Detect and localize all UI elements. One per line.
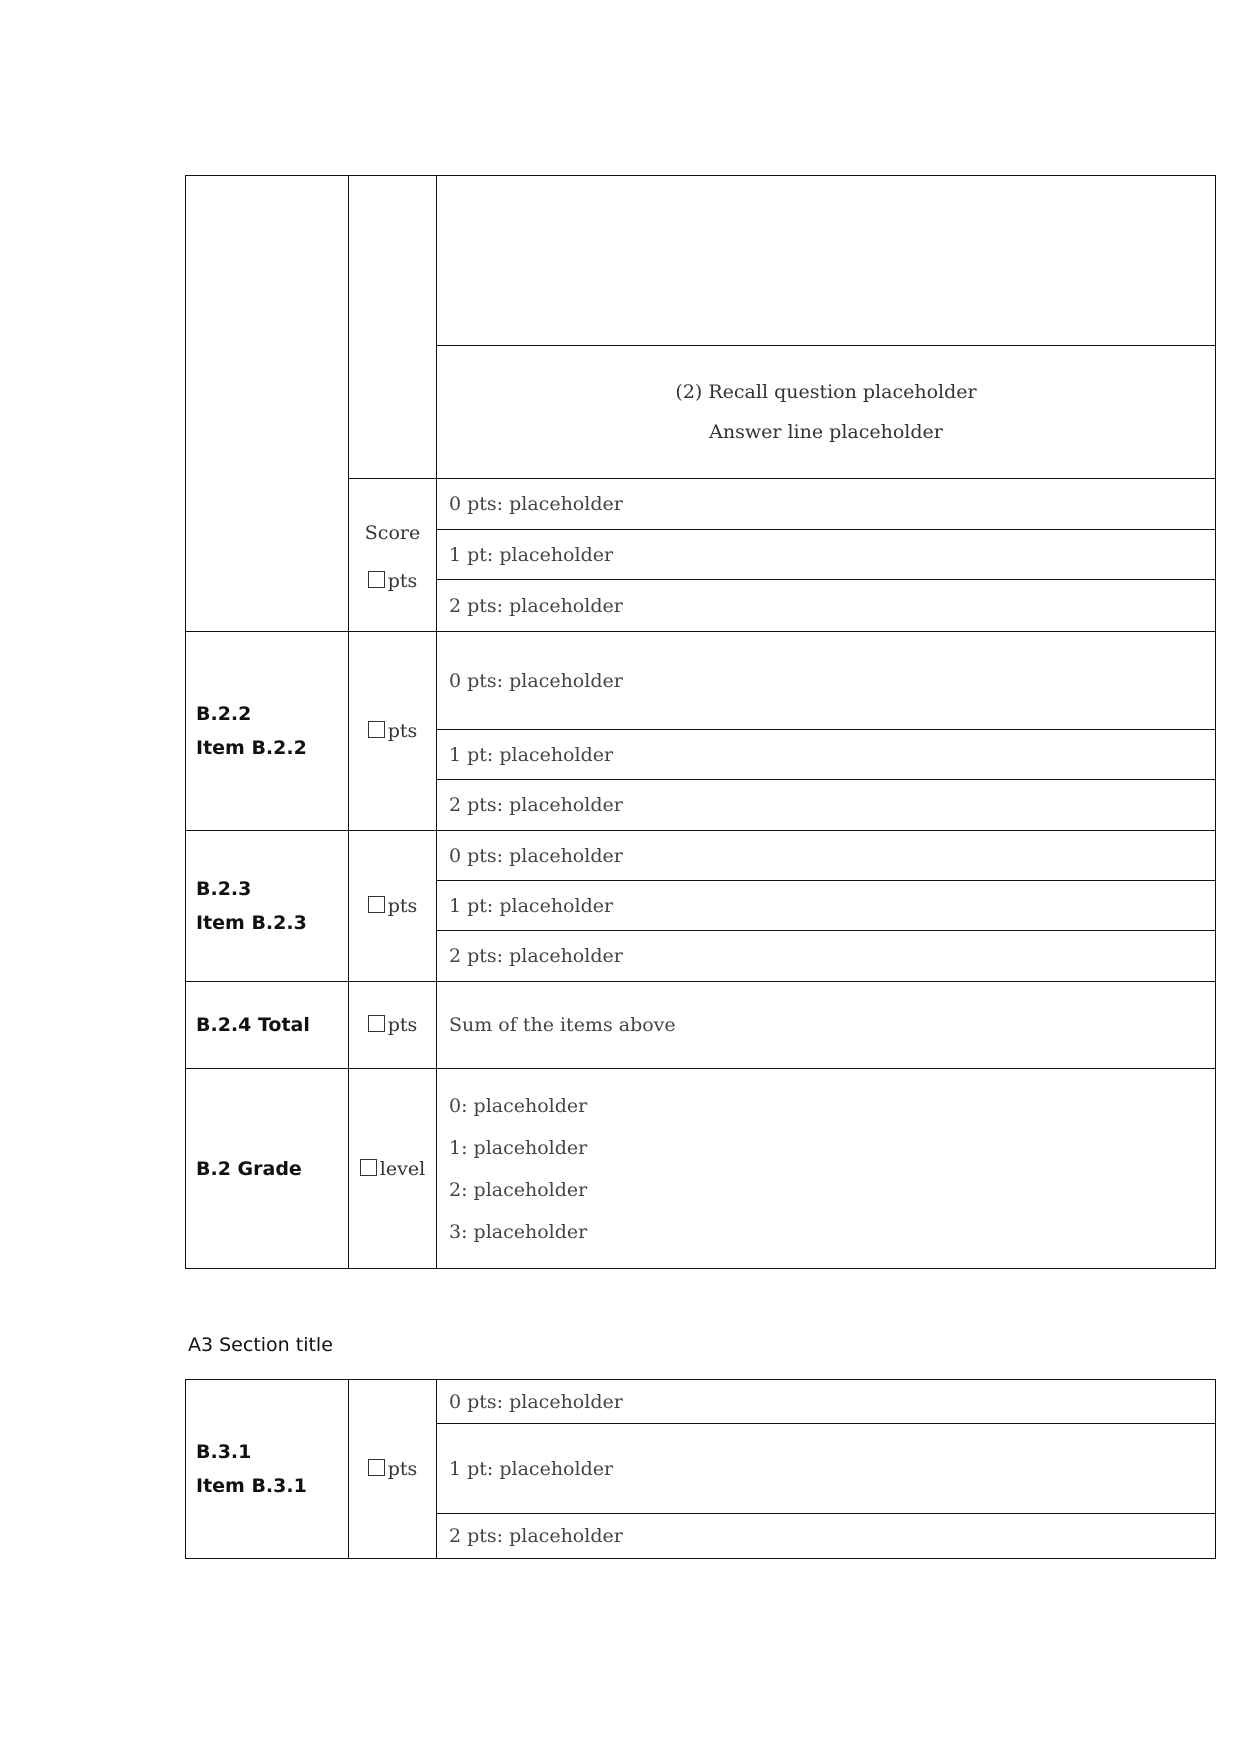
b24-description: Sum of the items above <box>437 982 1216 1069</box>
b23-score-cell: pts <box>349 831 437 982</box>
b31-option-2: 2 pts: placeholder <box>437 1514 1216 1559</box>
b2-option-0: 0: placeholder <box>449 1094 588 1117</box>
b31-code: B.3.1 <box>196 1441 252 1463</box>
b22-score-cell: pts <box>349 632 437 831</box>
b31-score-checkbox[interactable] <box>368 1459 385 1476</box>
b23-option-2: 2 pts: placeholder <box>437 931 1216 982</box>
b22-option-0: 0 pts: placeholder <box>437 632 1216 730</box>
b22-name: Item B.2.2 <box>196 737 307 759</box>
b23-score-checkbox[interactable] <box>368 896 385 913</box>
b21-score-unit: pts <box>387 570 418 592</box>
recall-question-cell <box>437 346 1216 479</box>
score-heading: Score <box>364 522 421 544</box>
recall-question: (2) Recall question placeholder <box>675 381 977 403</box>
section-title: A3 Section title <box>188 1334 333 1356</box>
clock-drawing-area <box>437 176 1216 346</box>
b2-option-2: 2: placeholder <box>449 1178 588 1201</box>
b23-name: Item B.2.3 <box>196 912 307 934</box>
b2-grade-options <box>437 1069 1216 1269</box>
b31-score-cell: pts <box>349 1380 437 1559</box>
b24-label-cell: B.2.4 Total <box>186 982 349 1069</box>
b2-level-checkbox[interactable] <box>360 1159 377 1176</box>
b24-score-checkbox[interactable] <box>368 1015 385 1032</box>
b31-option-1: 1 pt: placeholder <box>437 1424 1216 1514</box>
b22-score-checkbox[interactable] <box>368 721 385 738</box>
mental-status-table <box>185 175 1216 1269</box>
b21-option-0: 0 pts: placeholder <box>437 479 1216 530</box>
b31-option-0: 0 pts: placeholder <box>437 1380 1216 1424</box>
b23-code: B.2.3 <box>196 878 252 900</box>
b21-score-checkbox[interactable] <box>368 571 385 588</box>
b23-option-1: 1 pt: placeholder <box>437 881 1216 931</box>
b2-option-3: 3: placeholder <box>449 1220 588 1243</box>
b22-option-1: 1 pt: placeholder <box>437 730 1216 780</box>
perception-table <box>185 1379 1216 1559</box>
b31-name: Item B.3.1 <box>196 1475 307 1497</box>
b22-option-2: 2 pts: placeholder <box>437 780 1216 831</box>
b2-label-cell: B.2 Grade <box>186 1069 349 1269</box>
b2-option-1: 1: placeholder <box>449 1136 588 1159</box>
b21-label-cell <box>186 176 349 632</box>
b24-score-cell: pts <box>349 982 437 1069</box>
b21-blank-score-cell <box>349 176 437 479</box>
b23-label-cell <box>186 831 349 982</box>
b21-option-1: 1 pt: placeholder <box>437 530 1216 580</box>
b23-option-0: 0 pts: placeholder <box>437 831 1216 881</box>
b21-option-2: 2 pts: placeholder <box>437 580 1216 632</box>
b21-score-cell <box>349 479 437 632</box>
b22-label-cell <box>186 632 349 831</box>
recall-answer-line: Answer line placeholder <box>709 421 943 443</box>
b2-level-cell: level <box>349 1069 437 1269</box>
b31-label-cell <box>186 1380 349 1559</box>
b22-code: B.2.2 <box>196 703 252 725</box>
